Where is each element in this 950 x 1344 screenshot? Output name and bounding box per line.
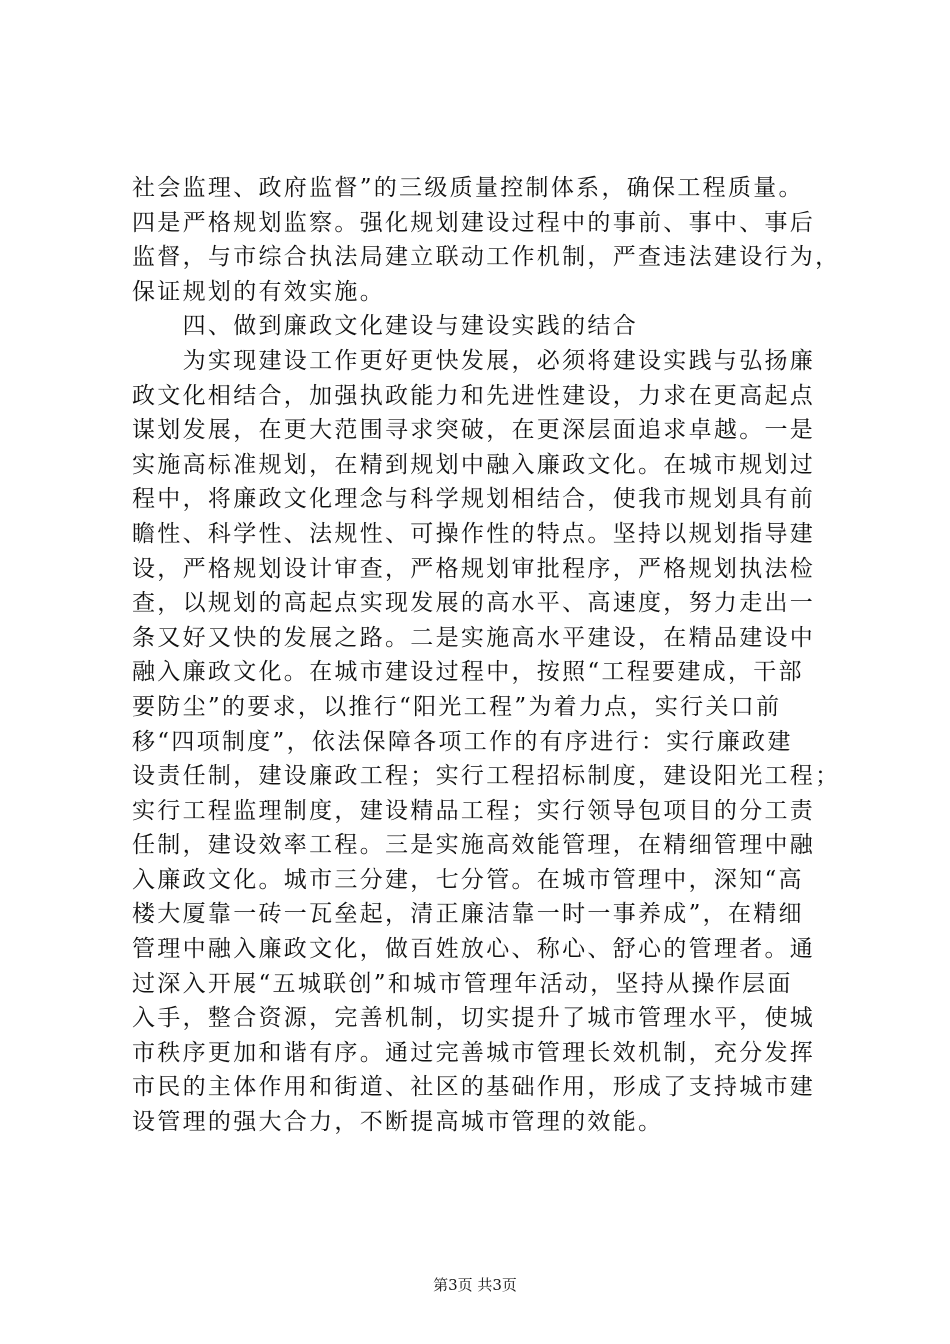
section-heading: 四、做到廉政文化建设与建设实践的结合	[132, 313, 638, 340]
text-line: 条又好又快的发展之路。二是实施高水平建设，在精品建设中	[132, 624, 816, 651]
text-line: 设责任制，建设廉政工程；实行工程招标制度，建设阳光工程；	[132, 763, 841, 790]
text-line: 融入廉政文化。在城市建设过程中，按照“工程要建成，干部	[132, 659, 804, 686]
text-line: 设管理的强大合力，不断提高城市管理的效能。	[132, 1109, 664, 1136]
text-line: 入廉政文化。城市三分建，七分管。在城市管理中，深知“高	[132, 866, 804, 893]
text-line: 政文化相结合，加强执政能力和先进性建设，力求在更高起点	[132, 382, 816, 409]
text-line: 瞻性、科学性、法规性、可操作性的特点。坚持以规划指导建	[132, 520, 816, 547]
text-line: 四是严格规划监察。强化规划建设过程中的事前、事中、事后	[132, 209, 816, 236]
text-line: 入手，整合资源，完善机制，切实提升了城市管理水平，使城	[132, 1005, 816, 1032]
page-number: 第3页 共3页	[433, 1276, 517, 1294]
text-line: 过深入开展“五城联创”和城市管理年活动，坚持从操作层面	[132, 970, 793, 997]
text-line: 移“四项制度”，依法保障各项工作的有序进行：实行廉政建	[132, 728, 793, 755]
text-line: 市民的主体作用和街道、社区的基础作用，形成了支持城市建	[132, 1074, 816, 1101]
text-line: 为实现建设工作更好更快发展，必须将建设实践与弘扬廉	[132, 347, 816, 374]
text-line: 要防尘”的要求，以推行“阳光工程”为着力点，实行关口前	[132, 693, 782, 720]
text-line: 实行工程监理制度，建设精品工程；实行领导包项目的分工责	[132, 797, 816, 824]
text-line: 实施高标准规划，在精到规划中融入廉政文化。在城市规划过	[132, 451, 816, 478]
text-line: 市秩序更加和谐有序。通过完善城市管理长效机制，充分发挥	[132, 1039, 816, 1066]
text-line: 楼大厦靠一砖一瓦垒起，清正廉洁靠一时一事养成”，在精细	[132, 901, 804, 928]
body-text	[132, 171, 842, 1140]
text-line: 任制，建设效率工程。三是实施高效能管理，在精细管理中融	[132, 832, 816, 859]
text-line: 设，严格规划设计审查，严格规划审批程序，严格规划执法检	[132, 555, 816, 582]
text-line: 程中，将廉政文化理念与科学规划相结合，使我市规划具有前	[132, 486, 816, 513]
text-line: 监督，与市综合执法局建立联动工作机制，严查违法建设行为，	[132, 244, 841, 271]
page-footer	[0, 1275, 950, 1295]
text-line: 保证规划的有效实施。	[132, 278, 385, 305]
text-line: 谋划发展，在更大范围寻求突破，在更深层面追求卓越。一是	[132, 417, 816, 444]
text-line: 管理中融入廉政文化，做百姓放心、称心、舒心的管理者。通	[132, 936, 816, 963]
text-line: 社会监理、政府监督”的三级质量控制体系，确保工程质量。	[132, 175, 804, 201]
text-line: 查，以规划的高起点实现发展的高水平、高速度，努力走出一	[132, 590, 816, 617]
